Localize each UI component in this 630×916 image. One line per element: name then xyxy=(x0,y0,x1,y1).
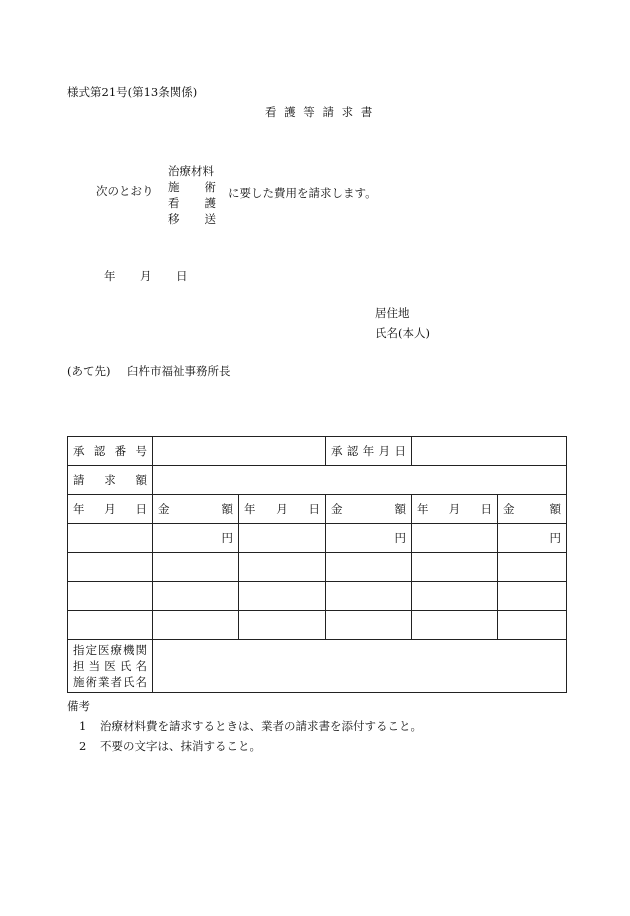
date-cell[interactable] xyxy=(412,553,498,582)
amount-cell[interactable] xyxy=(326,611,412,640)
col-amount-header: 金 額 xyxy=(498,495,567,524)
col-amount-header: 金 額 xyxy=(326,495,412,524)
date-cell[interactable] xyxy=(68,524,153,553)
purpose-option-treatment-materials: 治療材料 xyxy=(168,164,214,178)
document-title: 看 護 等 請 求 書 xyxy=(265,105,375,119)
amount-cell[interactable]: 円 xyxy=(326,524,412,553)
addressee-prefix: (あて先) xyxy=(67,364,111,378)
table-row xyxy=(68,582,567,611)
approval-date-field[interactable] xyxy=(412,437,567,466)
date-cell[interactable] xyxy=(239,553,326,582)
col-date-header: 年 月 日 xyxy=(239,495,326,524)
date-cell[interactable] xyxy=(412,611,498,640)
note-item xyxy=(79,718,422,734)
purpose-option-transport: 移 送 xyxy=(168,212,216,226)
date-cell[interactable] xyxy=(412,582,498,611)
approval-date-label: 承 認 年 月 日 xyxy=(326,437,412,466)
approval-number-label: 承 認 番 号 xyxy=(68,437,153,466)
date-cell[interactable] xyxy=(68,611,153,640)
date-cell[interactable] xyxy=(412,524,498,553)
table-row xyxy=(68,553,567,582)
amount-cell[interactable] xyxy=(326,553,412,582)
table-header-row xyxy=(68,495,567,524)
amount-cell[interactable] xyxy=(498,553,567,582)
purpose-option-nursing: 看 護 xyxy=(168,196,216,210)
notes-heading: 備考 xyxy=(67,699,90,713)
amount-cell[interactable] xyxy=(498,582,567,611)
table-row xyxy=(68,611,567,640)
provider-label: 指 定 医 療 機 関 担 当 医 氏 名 施 術 業 者 氏 名 xyxy=(68,640,153,693)
date-cell[interactable] xyxy=(239,524,326,553)
date-cell[interactable] xyxy=(68,582,153,611)
address-label: 居住地 xyxy=(375,306,410,320)
col-date-header: 年 月 日 xyxy=(412,495,498,524)
body-suffix: に要した費用を請求します。 xyxy=(228,186,377,200)
provider-field[interactable] xyxy=(153,640,567,693)
note-number: 1 xyxy=(79,719,87,733)
purpose-option-treatment: 施 術 xyxy=(168,180,216,194)
date-cell[interactable] xyxy=(68,553,153,582)
claim-amount-field[interactable] xyxy=(153,466,567,495)
amount-cell[interactable]: 円 xyxy=(153,524,239,553)
amount-cell[interactable] xyxy=(498,611,567,640)
date-month: 月 xyxy=(140,269,152,283)
note-number: 2 xyxy=(79,739,87,753)
approval-number-field[interactable] xyxy=(153,437,326,466)
note-text: 不要の文字は、抹消すること。 xyxy=(99,739,261,753)
table-row xyxy=(68,524,567,553)
date-cell[interactable] xyxy=(239,611,326,640)
note-text: 治療材料費を請求するときは、業者の請求書を添付すること。 xyxy=(99,719,422,733)
amount-cell[interactable] xyxy=(153,611,239,640)
col-amount-header: 金 額 xyxy=(153,495,239,524)
amount-cell[interactable] xyxy=(153,553,239,582)
name-label: 氏名(本人) xyxy=(375,326,430,340)
note-item xyxy=(79,738,261,754)
body-prefix: 次のとおり xyxy=(96,184,154,198)
form-id: 様式第21号(第13条関係) xyxy=(67,85,198,99)
claim-table xyxy=(67,436,567,693)
date-year: 年 xyxy=(104,269,116,283)
date-cell[interactable] xyxy=(239,582,326,611)
amount-cell[interactable]: 円 xyxy=(498,524,567,553)
amount-cell[interactable] xyxy=(326,582,412,611)
amount-cell[interactable] xyxy=(153,582,239,611)
claim-amount-label: 請 求 額 xyxy=(68,466,153,495)
col-date-header: 年 月 日 xyxy=(68,495,153,524)
date-day: 日 xyxy=(176,269,188,283)
purpose-options xyxy=(168,163,216,227)
addressee-name: 臼杵市福祉事務所長 xyxy=(127,364,231,378)
